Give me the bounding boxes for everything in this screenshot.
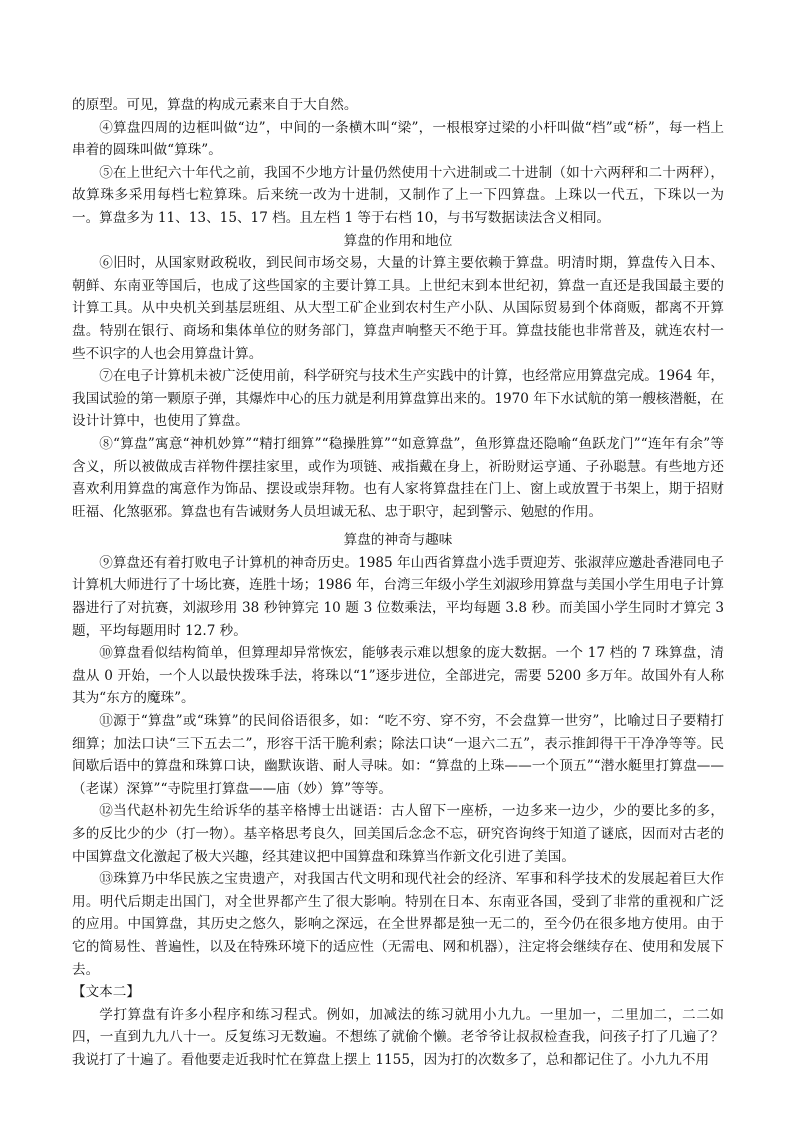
paragraph-13: ⑬珠算乃中华民族之宝贵遗产，对我国古代文明和现代社会的经济、军事和科学技术的发展起着巨大作用。明代后期走出国门，对全世界都产生了很大影响。特别在日本、东南亚各国，受到了非常的重视和广泛的应用。中国算盘，其历史之悠久，影响之深远，在全世界都是独一无二的，至今仍在很多地方使用。由于它的简易性、普遍性，以及在特殊环境下的适应性（无需电、网和机器），注定将会继续存在、使用和发展下去。 bbox=[72, 871, 724, 978]
text-two-label: 【文本二】 bbox=[72, 984, 140, 1001]
section-heading-wonder: 算盘的神奇与趣味 bbox=[343, 532, 453, 549]
paragraph-11: ⑪源于“算盘”或“珠算”的民间俗语很多，如：“吃不穷、穿不穷，不会盘算一世穷”，比喻过日子要精打细算；加法口诀“三下五去二”，形容干活干脆利索；除法口诀“一退六二五”，表示推卸得干干净净等等。民间歇后语中的算盘和珠算口诀，幽默诙谐、耐人寻味。如：“算盘的上珠——一个顶五”“潜水艇里打算盘——（老谋）深算”“寺院里打算盘——庙（妙）算”等等。 bbox=[72, 713, 724, 797]
paragraph-6: ⑥旧时，从国家财政税收，到民间市场交易，大量的计算主要依赖于算盘。明清时期，算盘传入日本、朝鲜、东南亚等国后，也成了这些国家的主要计算工具。上世纪末到本世纪初，算盘一直还是我国最主要的计算工具。从中央机关到基层班组、从大型工矿企业到农村生产小队、从国际贸易到个体商贩，都离不开算盘。特别在银行、商场和集体单位的财务部门，算盘声响整天不绝于耳。算盘技能也非常普及，就连农村一些不识字的人也会用算盘计算。 bbox=[72, 255, 724, 362]
paragraph-5: ⑤在上世纪六十年代之前，我国不少地方计量仍然使用十六进制或二十进制（如十六两秤和二十两秤），故算珠多采用每档七粒算珠。后来统一改为十进制，又制作了上一下四算盘。上珠以一代五，下珠以一为一。算盘多为 11、13、15、17 档。且左档 1 等于右档 10，与书写数据读法含义相同。 bbox=[72, 164, 724, 226]
paragraph-7: ⑦在电子计算机未被广泛使用前，科学研究与技术生产实践中的计算，也经常应用算盘完成。1964 年，我国试验的第一颗原子弹，其爆炸中心的压力就是利用算盘算出来的。1970 年下水试航的第一艘核潜艇，在设计计算中，也使用了算盘。 bbox=[72, 368, 724, 430]
paragraph-continuation: 的原型。可见，算盘的构成元素来自于大自然。 bbox=[72, 97, 358, 113]
paragraph-12: ⑫当代赵朴初先生给诉华的基辛格博士出谜语：古人留下一座桥，一边多来一边少，少的要比多的多，多的反比少的少（打一物）。基辛格思考良久，回美国后念念不忘，研究咨询终于知道了谜底，因而对古老的中国算盘文化激起了极大兴趣，经其建议把中国算盘和珠算当作新文化引进了美国。 bbox=[72, 803, 724, 865]
paragraph-9: ⑨算盘还有着打败电子计算机的神奇历史。1985 年山西省算盘小选手贾迎芳、张淑萍应邀赴香港同电子计算机大师进行了十场比赛，连胜十场；1986 年，台湾三年级小学生刘淑珍用算盘与美国小学生用电子计算器进行了对抗赛，刘淑珍用 38 秒钟算完 10 题 3 位数乘法，平均每题 3.8 秒。而美国小学生同时才算完 3 题，平均每题用时 12.7 秒。 bbox=[72, 554, 724, 639]
paragraph-8: ⑧“算盘”寓意“神机妙算”“精打细算”“稳操胜算”“如意算盘”，鱼形算盘还隐喻“鱼跃龙门”“连年有余”等含义，所以被做成吉祥物件摆挂家里，或作为项链、戒指戴在身上，祈盼财运亨通、子孙聪慧。有些地方还喜欢利用算盘的寓意作为饰品、摆设或崇拜物。也有人家将算盘挂在门上、窗上或放置于书架上，期于招财旺福、化煞驱邪。算盘也有告诫财务人员坦诚无私、忠于职守，起到警示、勉慰的作用。 bbox=[72, 435, 724, 520]
paragraph-10: ⑩算盘看似结构简单，但算理却异常恢宏，能够表示难以想象的庞大数据。一个 17 档的 7 珠算盘，清盘从 0 开始，一个人以最快拨珠手法，将珠以“1”逐步进位，全部进完，需要 5200 多万年。故国外有人称其为“东方的魔珠”。 bbox=[72, 645, 724, 707]
document-page bbox=[72, 94, 724, 1072]
text-two-paragraph: 学打算盘有许多小程序和练习程式。例如，加减法的练习就用小九九。一里加一，二里加二，二二如四，一直到九九八十一。反复练习无数遍。不想练了就偷个懒。老爷爷让叔叔检查我，问孩子打了几遍了？我说打了十遍了。看他要走近我时忙在算盘上摆上 1155，因为打的次数多了，总和都记住了。小九九不用 bbox=[72, 1006, 724, 1068]
paragraph-4: ④算盘四周的边框叫做“边”，中间的一条横木叫“梁”，一根根穿过梁的小杆叫做“档”或“桥”，每一档上串着的圆珠叫做“算珠”。 bbox=[72, 119, 724, 159]
section-heading-role: 算盘的作用和地位 bbox=[343, 232, 453, 249]
